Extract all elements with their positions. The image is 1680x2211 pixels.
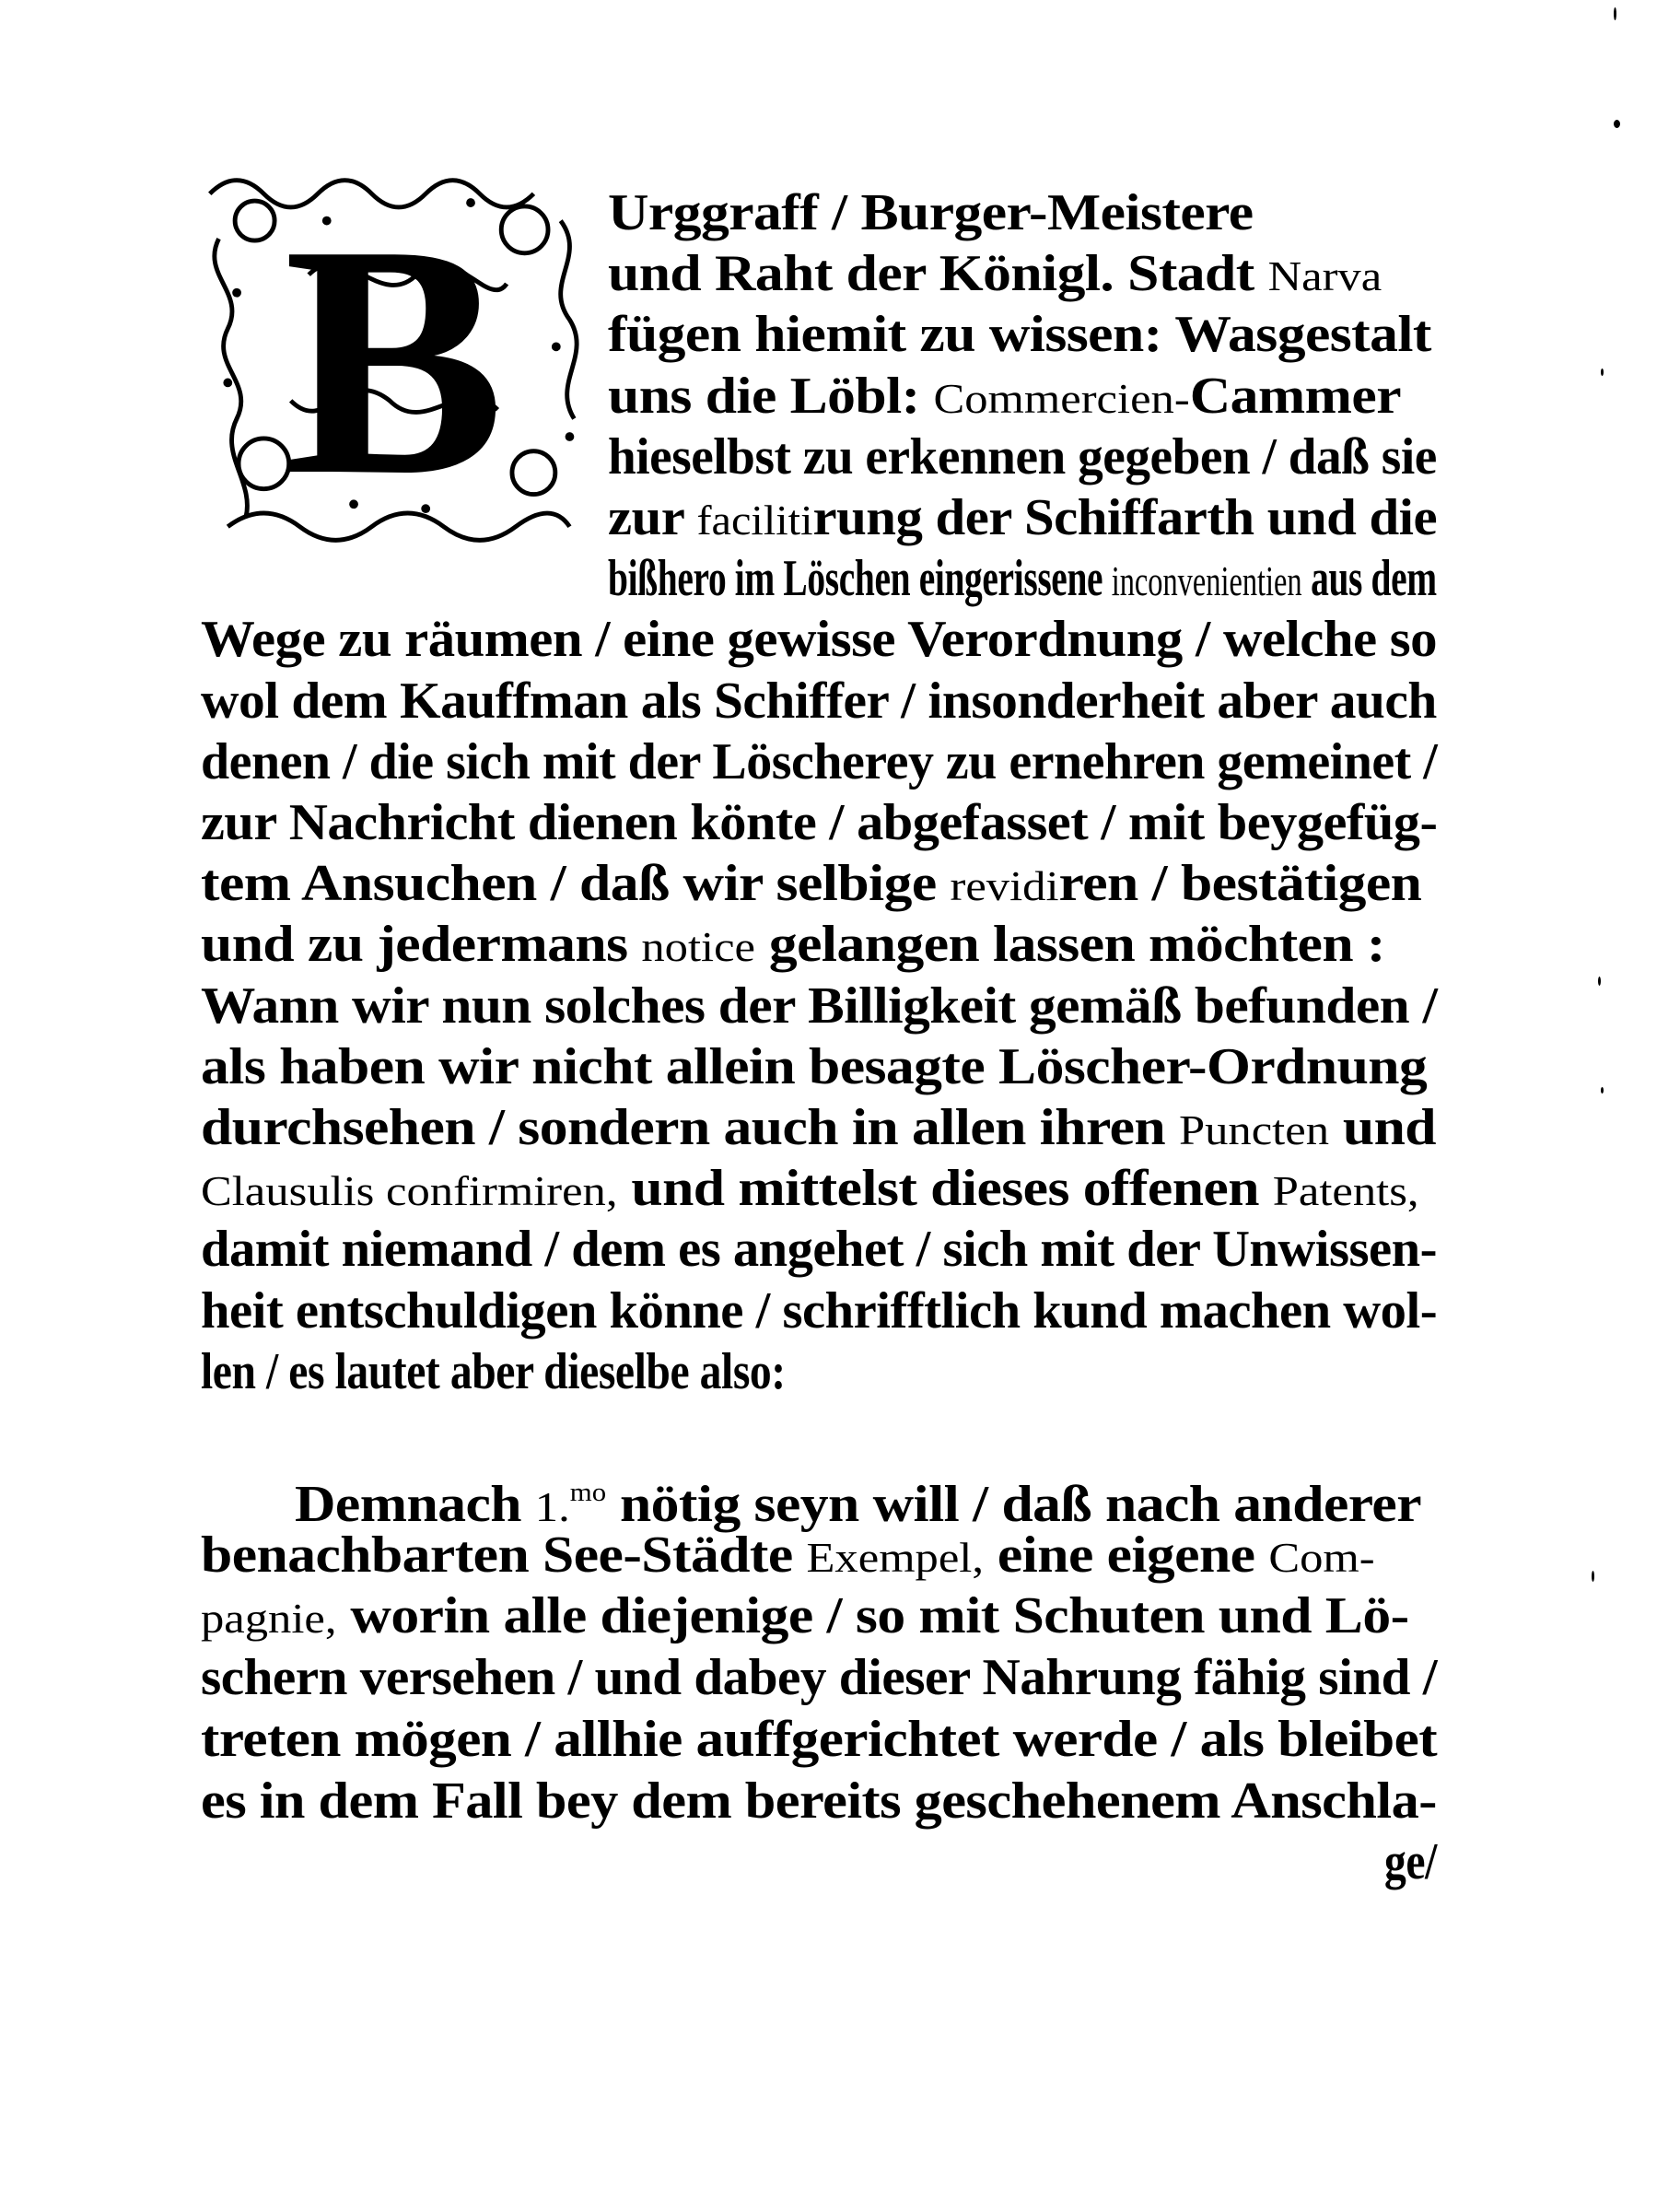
latin-text: Commercien- [933, 374, 1190, 422]
margin-speck [1614, 120, 1620, 128]
blackletter-text: nötig seyn will / daß nach anderer [606, 1476, 1422, 1533]
blackletter-text: Cammer [1189, 367, 1401, 425]
blackletter-text: treten mögen / allhie auffgerichtet werde / als bleibet [201, 1710, 1438, 1768]
blackletter-text: uns die Löbl: [608, 367, 934, 425]
blackletter-text: Wege zu räumen / eine gewisse Verordnung / welche so [201, 611, 1438, 669]
blackletter-text: und Raht der Königl. Stadt [608, 245, 1268, 303]
text-line [608, 548, 1437, 609]
blackletter-text: Wann wir nun solches der Billigkeit gemäß befunden / [201, 977, 1438, 1035]
blackletter-text: damit niemand / dem es angehet / sich mit der Unwissen- [201, 1221, 1437, 1279]
latin-text: 1. [534, 1483, 570, 1530]
text-line [608, 487, 1437, 548]
blackletter-text: heit entschuldigen könne / schrifftlich kund machen wol- [201, 1281, 1438, 1339]
latin-text: inconvenientien [1111, 557, 1302, 605]
blackletter-text: und [1329, 1099, 1436, 1156]
blackletter-text: hieselbst zu erkennen gegeben / daß sie [608, 427, 1437, 485]
latin-text: faciliti [696, 497, 813, 544]
latin-text: Patents, [1272, 1167, 1419, 1215]
blackletter-text: gelangen lassen möchten : [755, 916, 1385, 974]
blackletter-text: durchsehen / sondern auch in allen ihren [201, 1099, 1179, 1156]
blackletter-text: eine eigene [984, 1526, 1269, 1584]
latin-text: Clausulis confirmiren, [201, 1167, 618, 1215]
text-line [201, 914, 1385, 975]
text-line [201, 609, 1437, 670]
blackletter-text: worin alle diejenige / so mit Schuten und Lö- [336, 1587, 1409, 1645]
blackletter-text: bißhero im Löschen eingerissene [608, 550, 1112, 608]
blackletter-text: Demnach [295, 1476, 535, 1533]
blackletter-text: denen / die sich mit der Löscherey zu ernehren gemeinet / [201, 732, 1438, 790]
text-line [608, 243, 1382, 304]
latin-text: notice [641, 923, 756, 971]
text-line [201, 1647, 1437, 1708]
text-line [608, 366, 1401, 427]
superscript-text: mo [569, 1479, 607, 1507]
blackletter-text: benachbarten See-Städte [201, 1526, 807, 1584]
blackletter-text: und mittelst dieses offenen [617, 1160, 1273, 1218]
blackletter-text: wol dem Kauffman als Schiffer / insonderheit aber auch [201, 672, 1437, 730]
text-line [201, 853, 1421, 914]
blackletter-text: schern versehen / und dabey dieser Nahrung fähig sind / [201, 1649, 1438, 1707]
margin-speck [1601, 368, 1604, 376]
latin-text: revidi [950, 862, 1059, 910]
text-line [608, 427, 1437, 487]
text-line [201, 1709, 1437, 1770]
text-line [295, 1463, 1422, 1533]
text-line [201, 1036, 1427, 1097]
text-line [201, 792, 1437, 853]
text-line [608, 182, 1254, 243]
margin-speck [1614, 7, 1616, 20]
text-line [201, 1771, 1437, 1831]
text-line [201, 1158, 1419, 1219]
latin-text: Puncten [1178, 1106, 1330, 1153]
latin-text: Exempel, [806, 1533, 985, 1581]
latin-text: pagnie, [201, 1595, 337, 1643]
text-line [201, 976, 1437, 1036]
text-line [201, 671, 1437, 731]
text-line [201, 1585, 1409, 1646]
blackletter-text: aus dem [1301, 550, 1437, 608]
text-line [201, 1097, 1436, 1158]
blackletter-text: zur Nachricht dienen könte / abgefasset / mit beygefüg- [201, 794, 1438, 851]
margin-speck [1601, 1087, 1604, 1094]
latin-text: Narva [1267, 252, 1382, 300]
blackletter-text: ge/ [1384, 1833, 1437, 1891]
blackletter-text: rung der Schiffarth und die [812, 489, 1438, 546]
blackletter-text: ren / bestätigen [1058, 855, 1422, 913]
drop-cap-letter: B [283, 176, 506, 544]
text-line [201, 1281, 1437, 1341]
blackletter-text: fügen hiemit zu wissen: Wasgestalt [608, 306, 1431, 364]
text-line [201, 1341, 786, 1402]
ornamental-drop-cap [201, 162, 588, 558]
text-line [1384, 1831, 1437, 1892]
text-line [201, 731, 1437, 792]
blackletter-text: als haben wir nicht allein besagte Löscher-Ordnung [201, 1037, 1428, 1095]
text-line [201, 1219, 1437, 1280]
blackletter-text: es in dem Fall bey dem bereits geschehenem Anschla- [201, 1772, 1437, 1830]
margin-speck [1592, 1571, 1594, 1582]
latin-text: Com- [1268, 1533, 1375, 1581]
margin-speck [1598, 977, 1601, 986]
text-line [201, 1525, 1375, 1585]
blackletter-text: zur [608, 489, 697, 546]
blackletter-text: Urggraff / Burger-Meistere [608, 184, 1254, 241]
blackletter-text: tem Ansuchen / daß wir selbige [201, 855, 951, 913]
text-line [608, 304, 1431, 365]
blackletter-text: len / es lautet aber dieselbe also: [201, 1342, 786, 1400]
blackletter-text: und zu jedermans [201, 916, 642, 974]
